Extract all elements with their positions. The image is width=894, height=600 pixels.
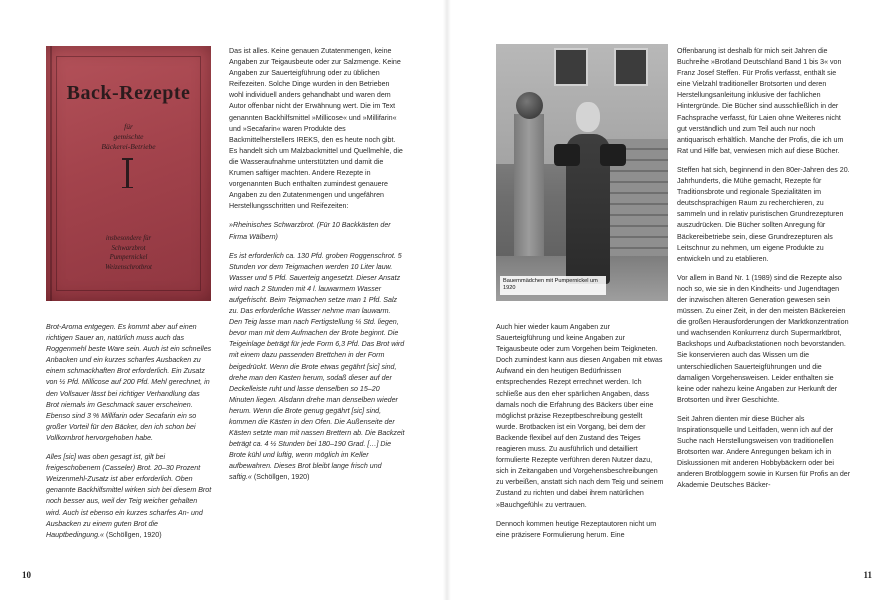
photo-caption: Bauernmädchen mit Pumpernickel um 1920 [500, 276, 606, 295]
right-page [447, 0, 894, 600]
left-column-1 [46, 322, 212, 549]
recipe-title: »Rheinisches Schwarzbrot. (Für 10 Backkästen der Firma Wälbern) [229, 221, 391, 241]
citation: (Schöllgen, 1920) [103, 530, 162, 539]
right-column-1 [496, 322, 664, 549]
photo-ball [516, 92, 543, 119]
citation: (Schöllgen, 1920) [251, 473, 310, 482]
page-number-left: 10 [22, 570, 31, 580]
cover-subtitle: für gemischte Bäckerei-Betriebe [101, 122, 156, 151]
historic-photo [496, 44, 668, 301]
photo-loaf [554, 144, 580, 166]
photo-woman-head [576, 102, 600, 132]
paragraph: Steffen hat sich, beginnend in den 80er-Jahren des 20. Jahrhunderts, die Mühe gemacht, Rezepte für Traditionsbrote und regionale Spezialitäten im deutschsprachigen Raum zu recherchieren, zu sammeln und in relativ puristischen Grundrezepturen auszudrücken. Die Bücher sollten Anregung für Bäckereibetriebe sein, diese Grundrezepturen als Leitschnur zu nehmen, um eigene Produkte zu entwickeln und zu etablieren. [677, 165, 850, 263]
quote-text: Es ist erforderlich ca. 130 Pfd. groben Roggenschrot. 5 Stunden vor dem Teigmachen werden 10 Liter lauw. Wasser und 5 Pfd. Sauerteig angesetzt. Dieser Ansatz wird nach 2 Stunden mit 4 l. lauwarmem Wasser aufgefrischt. Beim Teigmachen setze man 1 Pfd. Salz zu. Das erforderliche Wasser nehme man lauwarm. Den Teig lasse man nach Fertigstellung ¼ Std. liegen, bevor man mit dem Aufmachen der Brote beginnt. Die Teigeinlage beträgt für jede Form 6,3 Pfd. Das Brot wird mit einem dazu passenden Brettchen in der Form beigedrückt. Wenn die Brote etwas gegährt [sic] sind, drehe man den Kasten herum, sodaß dieser auf der Deckelleiste ruht und lasse denselben so 15–20 Minuten liegen. Alsdann drehe man denselben wieder herum. Wenn die Brote genug gegährt [sic] sind, kommen die Kästen in den Ofen. Die Außenseite der Kästen setzte man mit nassen Brettern ab. Die Backzeit beträgt ca. 4 ½ Stunden bei 180–190 Grad. […] Die Brote kühl und luftig, wenn möglich im Keller aufbewahren. Dieses Brot bleibt lange frisch und saftig.« [229, 251, 405, 482]
book-cover-image [46, 46, 211, 301]
paragraph: Vor allem in Band Nr. 1 (1989) sind die Rezepte also noch so, wie sie in den Kindheits- und Jugendtagen der inzwischen älteren Generation gewesen sein müssen. Zu einer Zeit, in der den meisten Bäckereien die großen Herausforderungen der Marktkonzentration und wachsenden Konkurrenz durch Supermarktbrot, Backshops und Aufbackstationen noch bevorstanden. Sie konservieren auch das Wissen um die unterschiedlichen Sauerteigführungen und die damaligen Vorgehensweisen. Leider enthalten sie keine oder nahezu keine Angaben zur Herkunft der Brotsorten und ihrer Geschichte. [677, 273, 849, 404]
paragraph: Das ist alles. Keine genauen Zutatenmengen, keine Angaben zur Teigausbeute oder zur Salzmenge. Keine Angaben zur Sauerteigführung oder zu üblichen Reifezeiten. Solche Dinge wurden in den Betrieben wohl individuell anders gehandhabt und waren dem Autor offenbar nicht der Erwähnung wert. Die im Text genannten Backhilfsmittel »Millicose« und »Millifarin« und »Secafarin« waren Produkte des Backmittelherstellers IREKS, den es heute noch gibt. Es handelt sich um Malzbackmittel und Quellmehle, die die Wasseraufnahme unterstützten und damit die Krumen saftiger machten. Andere Rezepte in vorgenannten Buch enthalten zumindest genauere Angaben zu den Zutatenmengen und ungefähren Herstellungsschritten und Reifezeiten: [229, 47, 403, 211]
cover-bottom-text: insbesondere für Schwarzbrot Pumpernickel Weizenschrotbrot [105, 235, 152, 271]
photo-window [554, 48, 588, 86]
paragraph [229, 251, 405, 484]
photo-window [614, 48, 648, 86]
paragraph: Brot-Aroma entgegen. Es kommt aber auf einen richtigen Sauer an, natürlich muss auch das Roggenmehl beste Ware sein. Auch ist ein schnelles Anbacken und ein kurzes scharfes Ausbacken zu einem schmackhaften Brot erforderlich. Ein Zusatz von ½ Pfd. Millicose auf 200 Pfd. Mehl gerechnet, in den Vollsauer lässt bei richtiger Verhandlung das Brot niemals im Geschmack sauer erscheinen. Ebenso sind 3 % Millifarin oder Secafarin ein so großer Vorteil für den Bäcker, den ich schon bei Vollkornbrot hervorgehoben habe. [46, 323, 212, 442]
cover-ornament [126, 158, 129, 188]
paragraph: Auch hier wieder kaum Angaben zur Sauerteigführung und keine Angaben zur Teigausbeute oder zum Vorgehen beim Teigkneten. Doch zumindest kann aus diesen Angaben mit etwas Aufwand ein den heutigen Bedürfnissen entsprechendes Rezept errechnet werden. Ich schließe aus den eher spärlichen Angaben, dass damals noch die Erfahrung des Bäckers über eine möglichst präzise Rezeptbeschreibung gestellt wurde. Brotbacken ist ein Vorgang, bei dem der Backende flexibel auf den Zustand des Teiges reagieren muss. Zu ausführlich und detailliert formulierte Rezepte verführen deren Nutzer dazu, sich in Zeitangaben und Vorgehensbeschreibungen zu verbeißen, anstatt sich nach dem Teig und seinem Zustand zu richten und dabei ihrem natürlichen »Bauchgefühl« zu vertrauen. [496, 323, 664, 509]
cover-title: Back-Rezepte [66, 82, 191, 104]
paragraph: Dennoch kommen heutige Rezeptautoren nicht um eine präzisere Formulierung herum. Eine [496, 519, 657, 539]
photo-loaf [600, 144, 626, 166]
paragraph: Offenbarung ist deshalb für mich seit Jahren die Buchreihe »Brotland Deutschland Band 1 bis 3« von Franz Josef Steffen. Für Profis verfasst, enthält sie eine Vielzahl traditioneller Brotsorten und deren Herstellungsanleitung inklusive der fachlichen Hintergründe. Die Bücher sind ausschließlich in der Fachsprache verfasst, für Laien ohne Weiteres nicht gut verständlich und zum Teil auch nur noch antiquarisch erhältlich. Manche der Profis, die ich um Rat und Hilfe bat, verwiesen mich auf diese Bücher. [677, 47, 844, 155]
left-column-2 [229, 46, 405, 492]
paragraph [46, 452, 212, 541]
page-number-right: 11 [863, 570, 872, 580]
right-column-2 [677, 46, 851, 500]
quote-text: Alles [sic] was oben gesagt ist, gilt bei freigeschobenem (Casseler) Brot. 20–30 Prozent Weizenmehl-Zusatz ist aber erforderlich. Oben genannte Backhilfsmittel wirken sich bei diesem Brot noch besser aus, weil der Teig weicher gehalten wird. Auch ist ebenso ein kurzes scharfes An- und Ausbacken zu einem guten Brot die Hauptbedingung.« [46, 453, 212, 539]
paragraph: Seit Jahren dienten mir diese Bücher als Inspirationsquelle und Leitfaden, wenn ich auf der Suche nach Herstellungsweisen von traditionellen Brotsorten war. Andere Anregungen bekam ich in Diskussionen mit anderen Hobbybäckern oder bei anderen Brotbloggern sowie in Kursen für Profis an der Akademie Deutsches Bäcker- [677, 414, 851, 490]
